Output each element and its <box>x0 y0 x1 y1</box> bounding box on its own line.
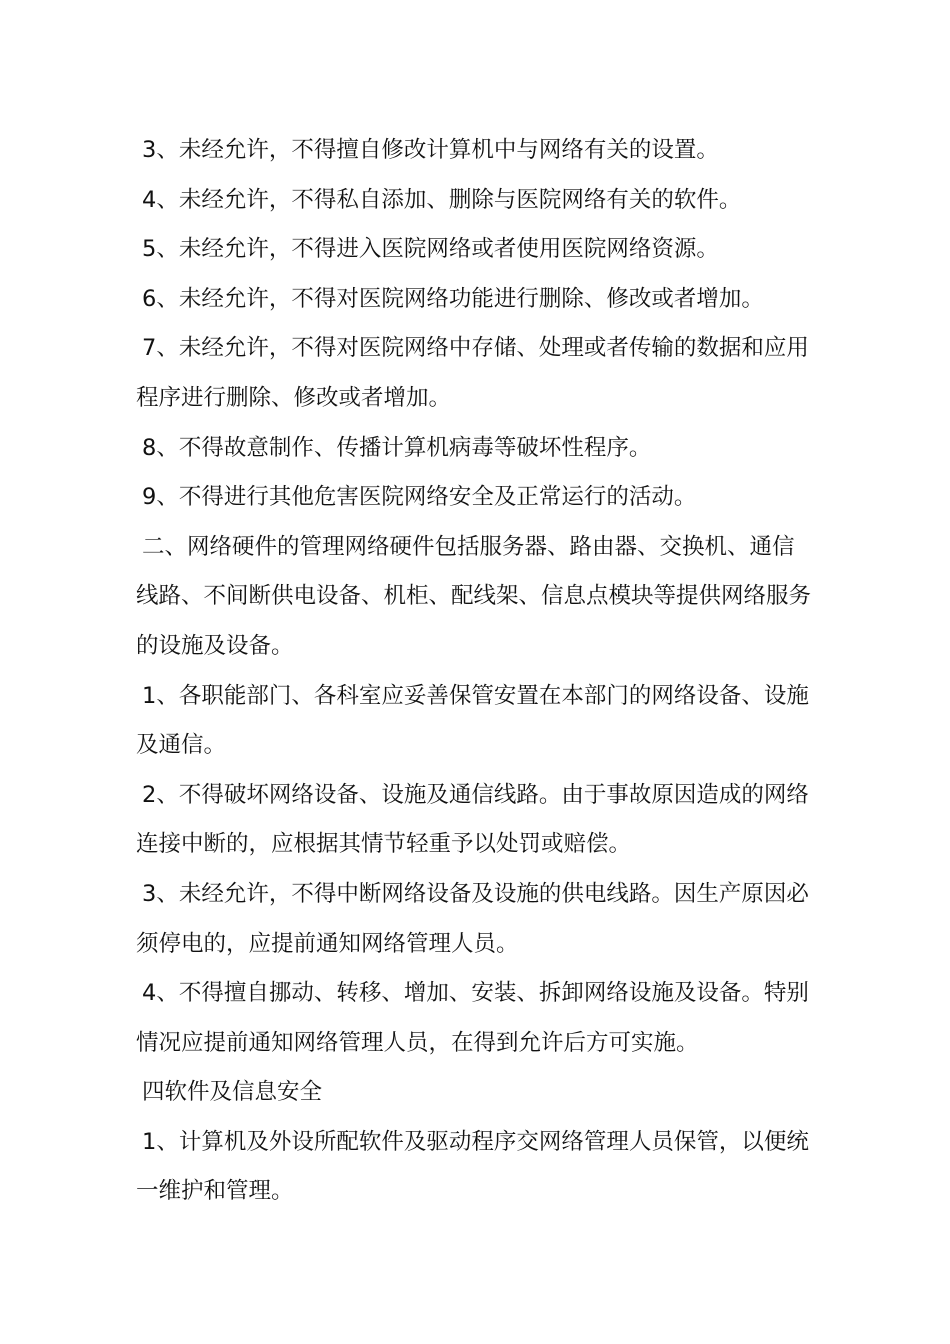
paragraph-software-1: 1、计算机及外设所配软件及驱动程序交网络管理人员保管，以便统一维护和管理。 <box>136 1128 809 1205</box>
paragraph-hardware-3: 3、未经允许，不得中断网络设备及设施的供电线路。因生产原因必须停电的，应提前通知网络管理人员。 <box>136 880 809 957</box>
paragraph-item-8-virus: 8、不得故意制作、传播计算机病毒等破坏性程序。 <box>142 434 652 461</box>
document-body <box>136 126 816 1217</box>
paragraph-item-9-harm: 9、不得进行其他危害医院网络安全及正常运行的活动。 <box>142 484 697 511</box>
paragraph-hardware-4: 4、不得擅自挪动、转移、增加、安装、拆卸网络设施及设备。特别情况应提前通知网络管理人员，在得到允许后方可实施。 <box>136 980 809 1056</box>
paragraph-item-6-functions: 6、未经允许，不得对医院网络功能进行删除、修改或者增加。 <box>142 285 764 312</box>
paragraph-hardware-2: 2、不得破坏网络设备、设施及通信线路。由于事故原因造成的网络连接中断的，应根据其情节轻重予以处罚或赔偿。 <box>136 781 809 858</box>
paragraph-item-3-settings: 3、未经允许，不得擅自修改计算机中与网络有关的设置。 <box>142 137 719 163</box>
section-heading-hardware: 二、网络硬件的管理网络硬件包括服务器、路由器、交换机、通信线路、不间断供电设备、机柜、配线架、信息点模块等提供网络服务的设施及设备。 <box>136 533 812 659</box>
paragraph-hardware-1: 1、各职能部门、各科室应妥善保管安置在本部门的网络设备、设施及通信。 <box>136 682 809 759</box>
paragraph-item-5-resources: 5、未经允许，不得进入医院网络或者使用医院网络资源。 <box>142 236 719 263</box>
section-heading-software: 四软件及信息安全 <box>142 1079 323 1106</box>
paragraph-item-4-software: 4、未经允许，不得私自添加、删除与医院网络有关的软件。 <box>142 186 742 213</box>
paragraph-item-7-data: 7、未经允许，不得对医院网络中存储、处理或者传输的数据和应用程序进行删除、修改或者增加。 <box>136 335 809 411</box>
